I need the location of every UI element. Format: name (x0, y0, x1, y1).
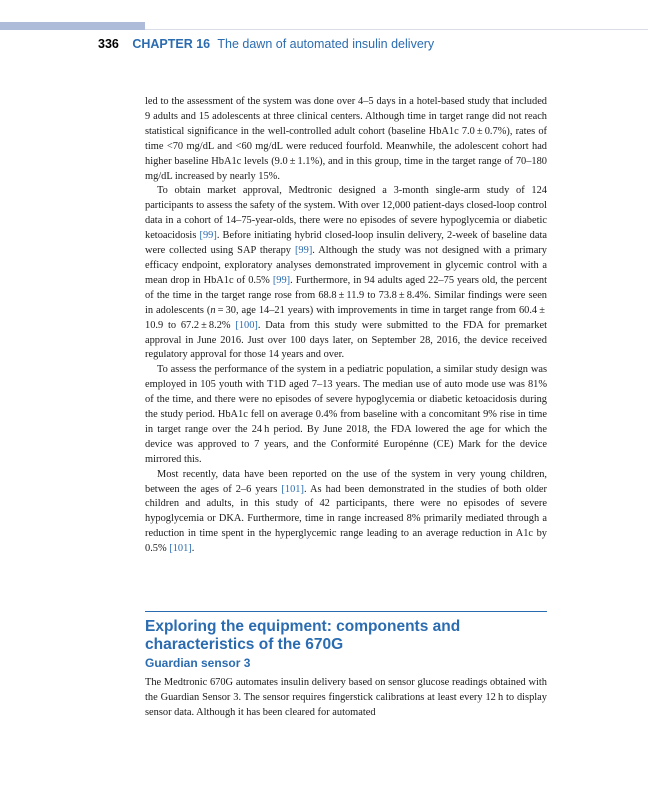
text-segment: . Data from this study were submitted to the FDA for premarket approval in June 2016. Just over 100 days later, on September 28, 2016, the device received regulatory approval for those 14 years and over. (145, 319, 548, 361)
section-rule (145, 611, 547, 612)
paragraph-5: The Medtronic 670G automates insulin delivery based on sensor glucose readings obtained with the Guardian Sensor 3. The sensor requires fingerstick calibrations at least every 12 h to display sensor data. Although it has been cleared for automated (145, 677, 547, 718)
paragraph-4 (145, 468, 547, 557)
citation-link[interactable]: [99] (199, 230, 217, 242)
text-segment: = 30, age 14–21 years) with improvements in time in target range from 60.4 ± 10.9 to 67.2 ± 8.2% (145, 304, 547, 331)
chapter-label: CHAPTER 16 (132, 37, 211, 51)
italic-n: n (210, 304, 216, 316)
body-text (145, 95, 547, 557)
text-segment: To obtain market approval, Medtronic designed a 3-month single-arm study of 124 participants to assess the safety of the system. With over 12,000 patient-days closed-loop control data in a cohort of 14–75-year-olds, there were no episodes of severe hypoglycemia or diabetic ketoacidosis (145, 185, 547, 242)
paragraph-2 (145, 184, 547, 363)
paragraph-3: To assess the performance of the system in a pediatric population, a similar study design was employed in 105 youth with T1D aged 7–13 years. The median use of auto mode use was 81% of the time, and there were no episodes of severe hypoglycemia or diabetic ketoacidosis during the study period. HbA1c fell on average 0.4% from baseline with a concomitant 9% rise in time in target range over the 24 h period. By June 2018, the FDA lowered the age for which the device was approved to 7 years, and the Conformité Europénne (CE) Mark for the device mirrored this. (145, 364, 547, 465)
section-title: Exploring the equipment: components and characteristics of the 670G (145, 618, 461, 653)
text-segment: . Although the study was not designed with a primary efficacy endpoint, exploratory analyses demonstrated improvement in glycemic control with a mean drop in HbA1c of 0.5% (145, 245, 547, 286)
chapter-title: The dawn of automated insulin delivery (217, 37, 435, 51)
header-rule (145, 29, 648, 30)
subsection-title: Guardian sensor 3 (145, 656, 251, 670)
header-accent-bar (0, 22, 145, 30)
page-number: 336 (98, 37, 119, 51)
text-segment: . As had been demonstrated in the studies of both older children and adults, in this study of 42 participants, there were no episodes of severe hypoglycemia or DKA. Furthermore, time in range increased 8% primarily mediated through a reduction in time spent in the hyperglycemic range leading to an average reduction in A1c by 0.5% (145, 483, 548, 555)
text-segment: . (191, 543, 195, 555)
paragraph-1: led to the assessment of the system was done over 4–5 days in a hotel-based study that included 9 adults and 15 adolescents at three clinical centers. Although time in target range did not reach statistical significance in the well-controlled adult cohort (baseline HbA1c 7.0 ± 0.7%), rates of time <70 mg/dL and <60 mg/dL were reduced fourfold. Meanwhile, the adolescent cohort had higher baseline HbA1c levels (9.0 ± 1.1%), and in this group, time in the target range of 70–180 mg/dL increased by nearly 15%. (145, 96, 547, 182)
section-body (145, 676, 547, 721)
running-head (98, 36, 434, 52)
citation-link[interactable]: [99] (294, 245, 313, 257)
text-segment: . Before initiating hybrid closed-loop insulin delivery, 2-week of baseline data were collected using SAP therapy (145, 230, 547, 257)
text-segment: . Furthermore, in 94 adults aged 22–75 years old, the percent of the time in the target range rose from 68.8 ± 11.9 to 73.8 ± 8.4%. Similar findings were seen in adolescents ( (145, 274, 547, 316)
citation-link[interactable]: [99] (272, 274, 291, 286)
citation-link[interactable]: [100] (235, 319, 258, 331)
citation-link[interactable]: [101] (169, 543, 192, 555)
text-segment: Most recently, data have been reported on the use of the system in very young children, between the ages of 2–6 years (145, 468, 547, 495)
citation-link[interactable]: [101] (281, 483, 304, 495)
